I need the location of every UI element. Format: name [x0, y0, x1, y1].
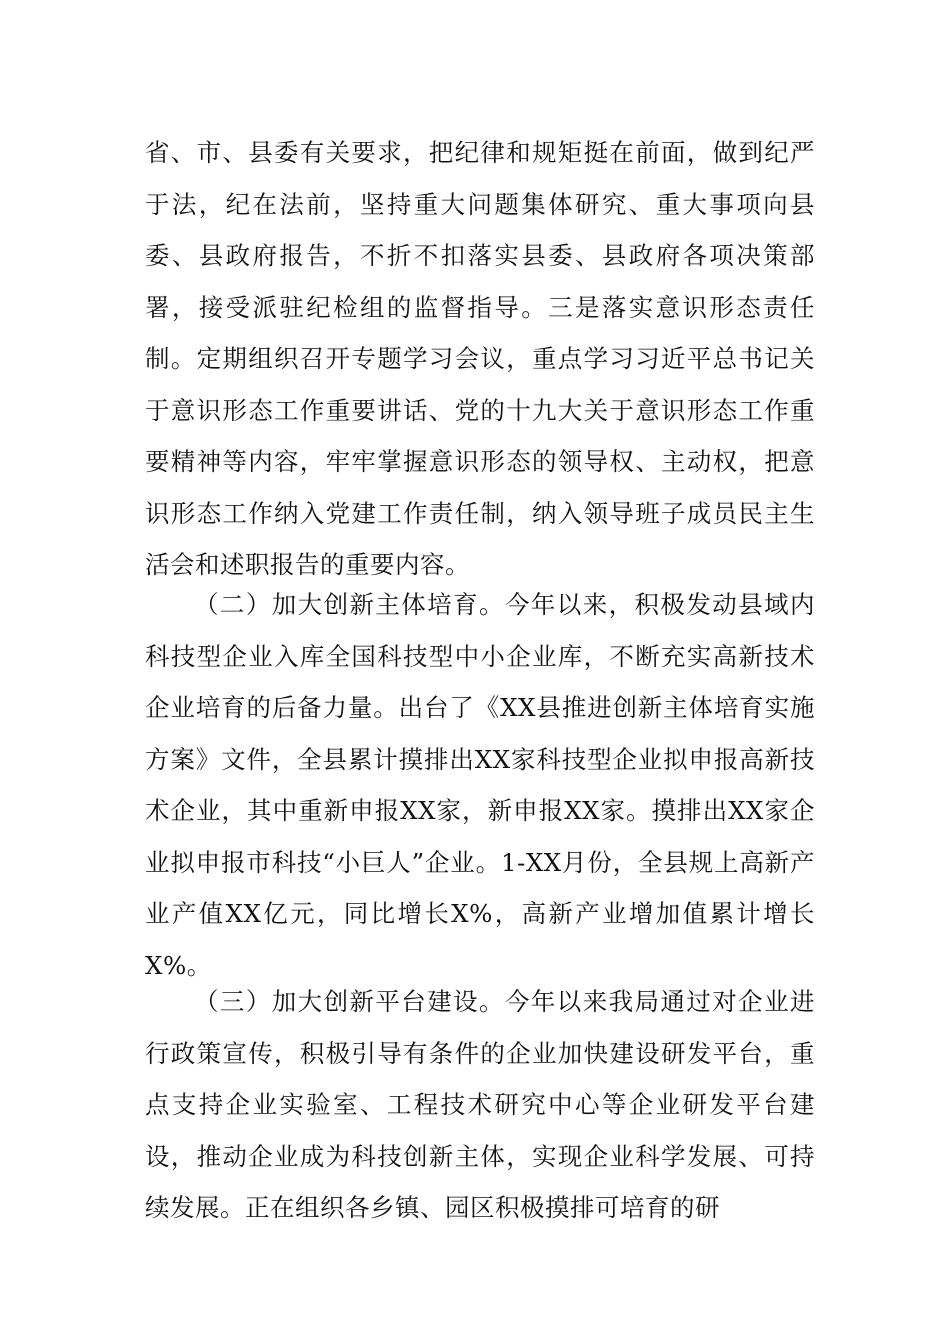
paragraph-2: （二）加大创新主体培育。今年以来，积极发动县域内科技型企业入库全国科技型中小企业库，不断充实高新技术企业培育的后备力量。出台了《XX县推进创新主体培育实施方案》文件，全县累计摸排出XX家科技型企业拟申报高新技术企业，其中重新申报XX家，新申报XX家。摸排出XX家企业拟申报市科技“小巨人”企业。1-XX月份，全县规上高新产业产值XX亿元，同比增长X%，高新产业增加值累计增长X%。: [145, 590, 815, 980]
paragraph-1: 省、市、县委有关要求，把纪律和规矩挺在前面，做到纪严于法，纪在法前，坚持重大问题集体研究、重大事项向县委、县政府报告，不折不扣落实县委、县政府各项决策部署，接受派驻纪检组的监督指导。三是落实意识形态责任制。定期组织召开专题学习会议，重点学习习近平总书记关于意识形态工作重要讲话、党的十九大关于意识形态工作重要精神等内容，牢牢掌握意识形态的领导权、主动权，把意识形态工作纳入党建工作责任制，纳入领导班子成员民主生活会和述职报告的重要内容。: [145, 138, 815, 579]
paragraph-3: （三）加大创新平台建设。今年以来我局通过对企业进行政策宣传，积极引导有条件的企业加快建设研发平台，重点支持企业实验室、工程技术研究中心等企业研发平台建设，推动企业成为科技创新主体，实现企业科学发展、可持续发展。正在组织各乡镇、园区积极摸排可培育的研: [145, 987, 815, 1222]
